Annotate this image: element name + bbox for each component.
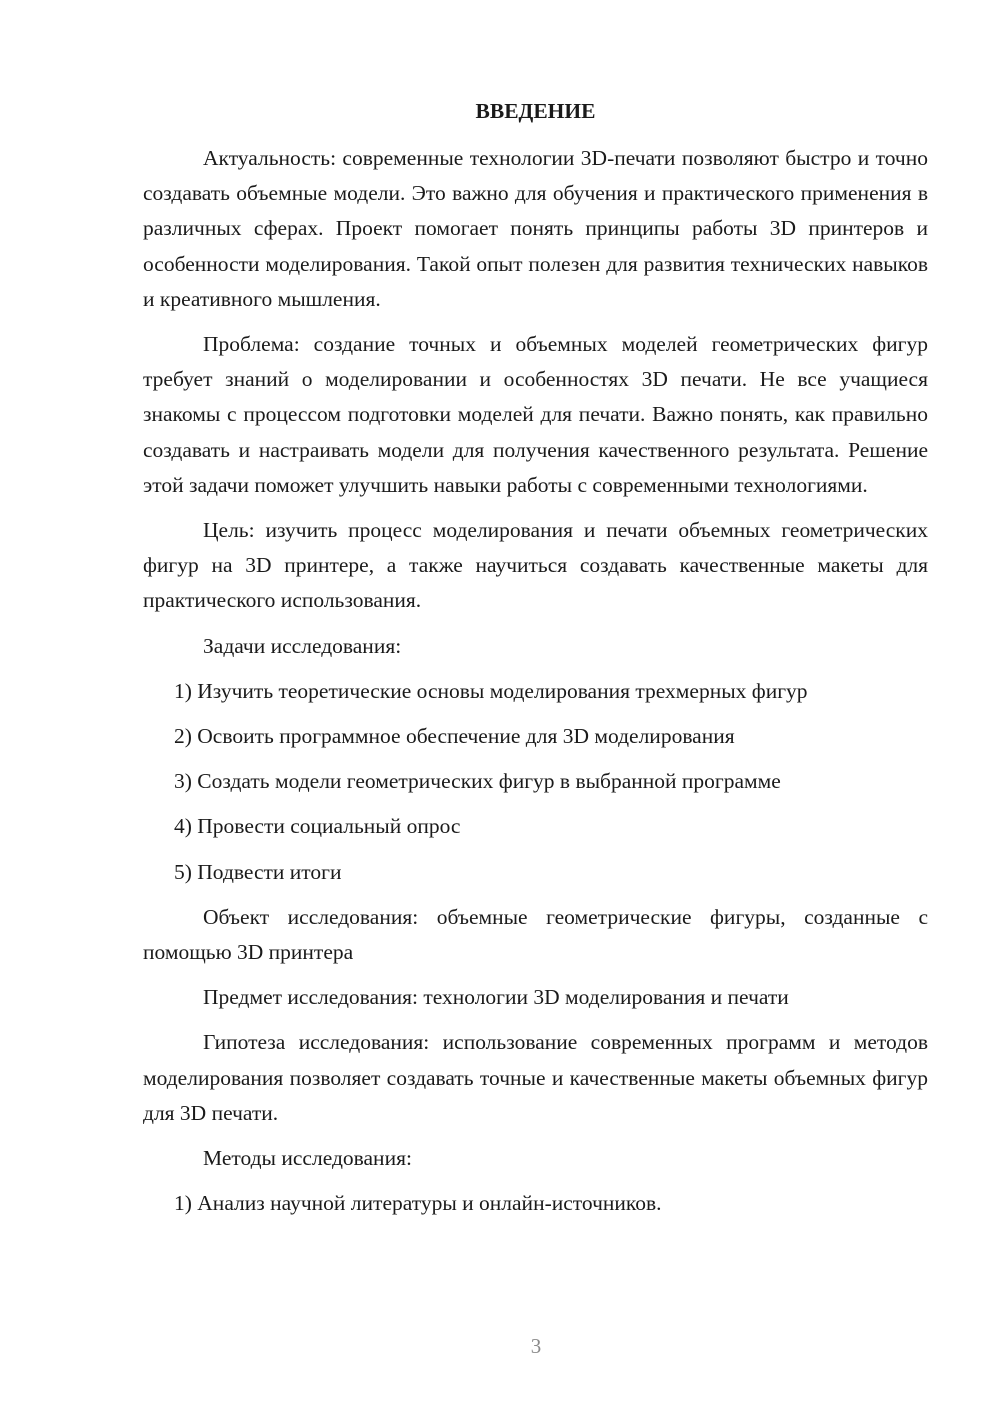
- paragraph-subject: Предмет исследования: технологии 3D моделирования и печати: [203, 985, 789, 1010]
- task-item-4: 4) Провести социальный опрос: [174, 814, 461, 839]
- task-item-5: 5) Подвести итоги: [174, 859, 342, 884]
- tasks-heading: Задачи исследования:: [203, 633, 402, 658]
- paragraph-relevance: Актуальность: современные технологии 3D-печати позволяют быстро и точно создавать объемные модели. Это важно для обучения и практического применения в различных сферах. Проект помогает понять принципы работы 3D принтеров и особенности моделирования. Такой опыт полезен для развития технических навыков и креативного мышления.: [143, 146, 928, 311]
- method-item-1: 1) Анализ научной литературы и онлайн-источников.: [174, 1191, 662, 1216]
- task-item-2: 2) Освоить программное обеспечение для 3D моделирования: [174, 724, 735, 749]
- task-item-3: 3) Создать модели геометрических фигур в выбранной программе: [174, 769, 781, 794]
- paragraph-object: Объект исследования: объемные геометрические фигуры, созданные с помощью 3D принтера: [143, 904, 928, 965]
- paragraph-goal: Цель: изучить процесс моделирования и печати объемных геометрических фигур на 3D принтере, а также научиться создавать качественные макеты для практического использования.: [143, 518, 928, 613]
- task-item-1: 1) Изучить теоретические основы моделирования трехмерных фигур: [174, 678, 808, 703]
- page-title: ВВЕДЕНИЕ: [475, 99, 596, 123]
- document-body: [143, 141, 928, 1221]
- page-number: 3: [530, 1334, 542, 1358]
- paragraph-hypothesis: Гипотеза исследования: использование современных программ и методов моделирования позволяет создавать точные и качественные макеты объемных фигур для 3D печати.: [143, 1030, 928, 1125]
- methods-heading: Методы исследования:: [203, 1146, 412, 1171]
- paragraph-problem: Проблема: создание точных и объемных моделей геометрических фигур требует знаний о моделировании и особенностях 3D печати. Не все учащиеся знакомы с процессом подготовки моделей для печати. Важно понять, как правильно создавать и настраивать модели для получения качественного результата. Решение этой задачи поможет улучшить навыки работы с современными технологиями.: [143, 332, 928, 497]
